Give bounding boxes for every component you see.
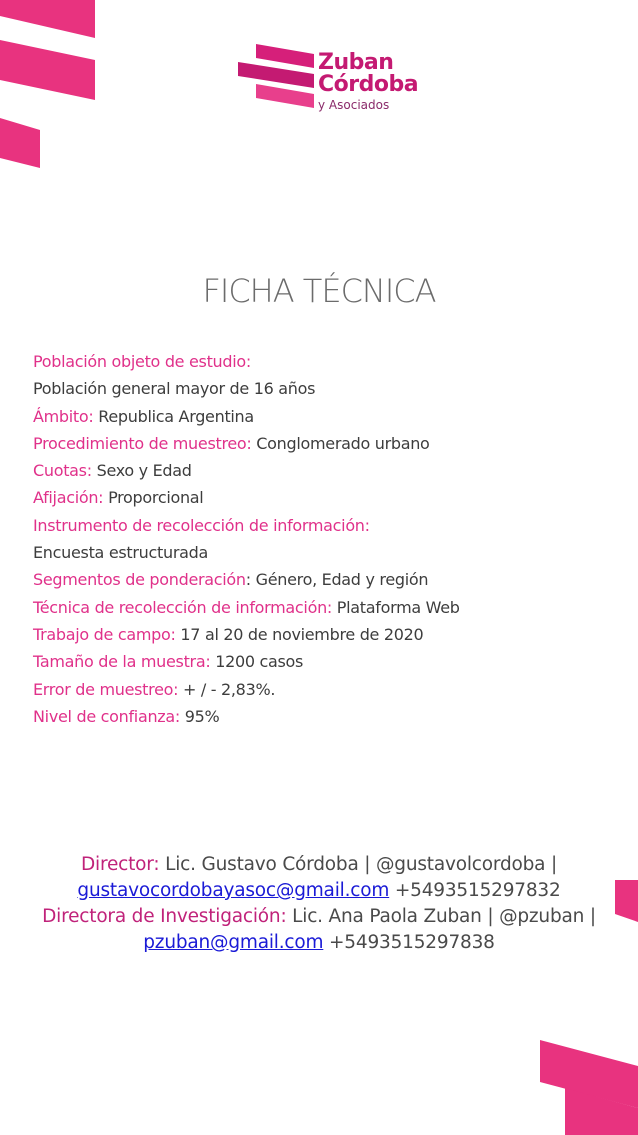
spec-label: Población objeto de estudio: bbox=[33, 352, 251, 371]
spec-value: Plataforma Web bbox=[332, 597, 460, 617]
research-director-label: Directora de Investigación: bbox=[42, 906, 287, 927]
logo-name-line1: Zuban bbox=[318, 50, 394, 75]
spec-label: Afijación: bbox=[33, 488, 104, 508]
spec-label: Ámbito: bbox=[33, 406, 94, 426]
spec-label: Tamaño de la muestra: bbox=[33, 652, 211, 672]
spec-row bbox=[33, 403, 460, 430]
spec-value: Población general mayor de 16 años bbox=[33, 379, 316, 399]
spec-value: : Género, Edad y región bbox=[245, 570, 429, 590]
spec-row bbox=[33, 348, 460, 375]
spec-row bbox=[33, 375, 460, 402]
spec-row bbox=[33, 566, 460, 593]
spec-row bbox=[33, 703, 460, 730]
research-director-line bbox=[0, 904, 638, 930]
spec-row bbox=[33, 648, 460, 675]
spec-row bbox=[33, 621, 460, 648]
spec-label: Cuotas: bbox=[33, 461, 92, 481]
research-director-text: Lic. Ana Paola Zuban | @pzuban | bbox=[286, 906, 596, 927]
spec-label: Segmentos de ponderación bbox=[33, 570, 246, 590]
decorative-stripes-top-left bbox=[0, 0, 110, 200]
spec-row bbox=[33, 457, 460, 484]
spec-value: Conglomerado urbano bbox=[251, 433, 430, 453]
research-director-contact-line bbox=[0, 930, 638, 956]
research-director-phone: +5493515297838 bbox=[323, 932, 495, 953]
spec-row bbox=[33, 594, 460, 621]
logo-tagline: y Asociados bbox=[318, 98, 390, 112]
spec-value: Proporcional bbox=[103, 488, 204, 508]
director-contact-line bbox=[0, 878, 638, 904]
spec-label: Procedimiento de muestreo: bbox=[33, 433, 252, 453]
spec-value: 17 al 20 de noviembre de 2020 bbox=[175, 624, 424, 644]
spec-row bbox=[33, 676, 460, 703]
spec-value: 1200 casos bbox=[210, 652, 304, 672]
director-label: Director: bbox=[80, 854, 160, 875]
spec-row bbox=[33, 484, 460, 511]
spec-value: Encuesta estructurada bbox=[33, 543, 208, 563]
page-title: FICHA TÉCNICA bbox=[202, 272, 436, 310]
spec-row bbox=[33, 430, 460, 457]
contacts-block bbox=[0, 852, 638, 956]
spec-value: Sexo y Edad bbox=[91, 461, 192, 481]
logo-name-line2: Córdoba bbox=[318, 72, 419, 97]
spec-row bbox=[33, 539, 460, 566]
logo-text bbox=[318, 52, 418, 111]
spec-label: Instrumento de recolección de información: bbox=[33, 515, 370, 535]
logo-mark-icon bbox=[238, 44, 314, 110]
director-phone: +5493515297832 bbox=[389, 880, 561, 901]
technical-specs-list bbox=[33, 348, 460, 730]
director-email-link[interactable]: gustavocordobayasoc@gmail.com bbox=[77, 880, 390, 901]
spec-label: Trabajo de campo: bbox=[33, 624, 176, 644]
spec-value: Republica Argentina bbox=[93, 406, 254, 426]
spec-row bbox=[33, 512, 460, 539]
director-line bbox=[0, 852, 638, 878]
spec-label: Error de muestreo: bbox=[33, 679, 179, 699]
research-director-email-link[interactable]: pzuban@gmail.com bbox=[143, 932, 324, 953]
spec-label: Técnica de recolección de información: bbox=[33, 597, 332, 617]
spec-value: + / - 2,83%. bbox=[178, 679, 276, 699]
spec-label: Nivel de confianza: bbox=[33, 706, 180, 726]
director-text: Lic. Gustavo Córdoba | @gustavolcordoba | bbox=[159, 854, 558, 875]
spec-value: 95% bbox=[180, 706, 220, 726]
